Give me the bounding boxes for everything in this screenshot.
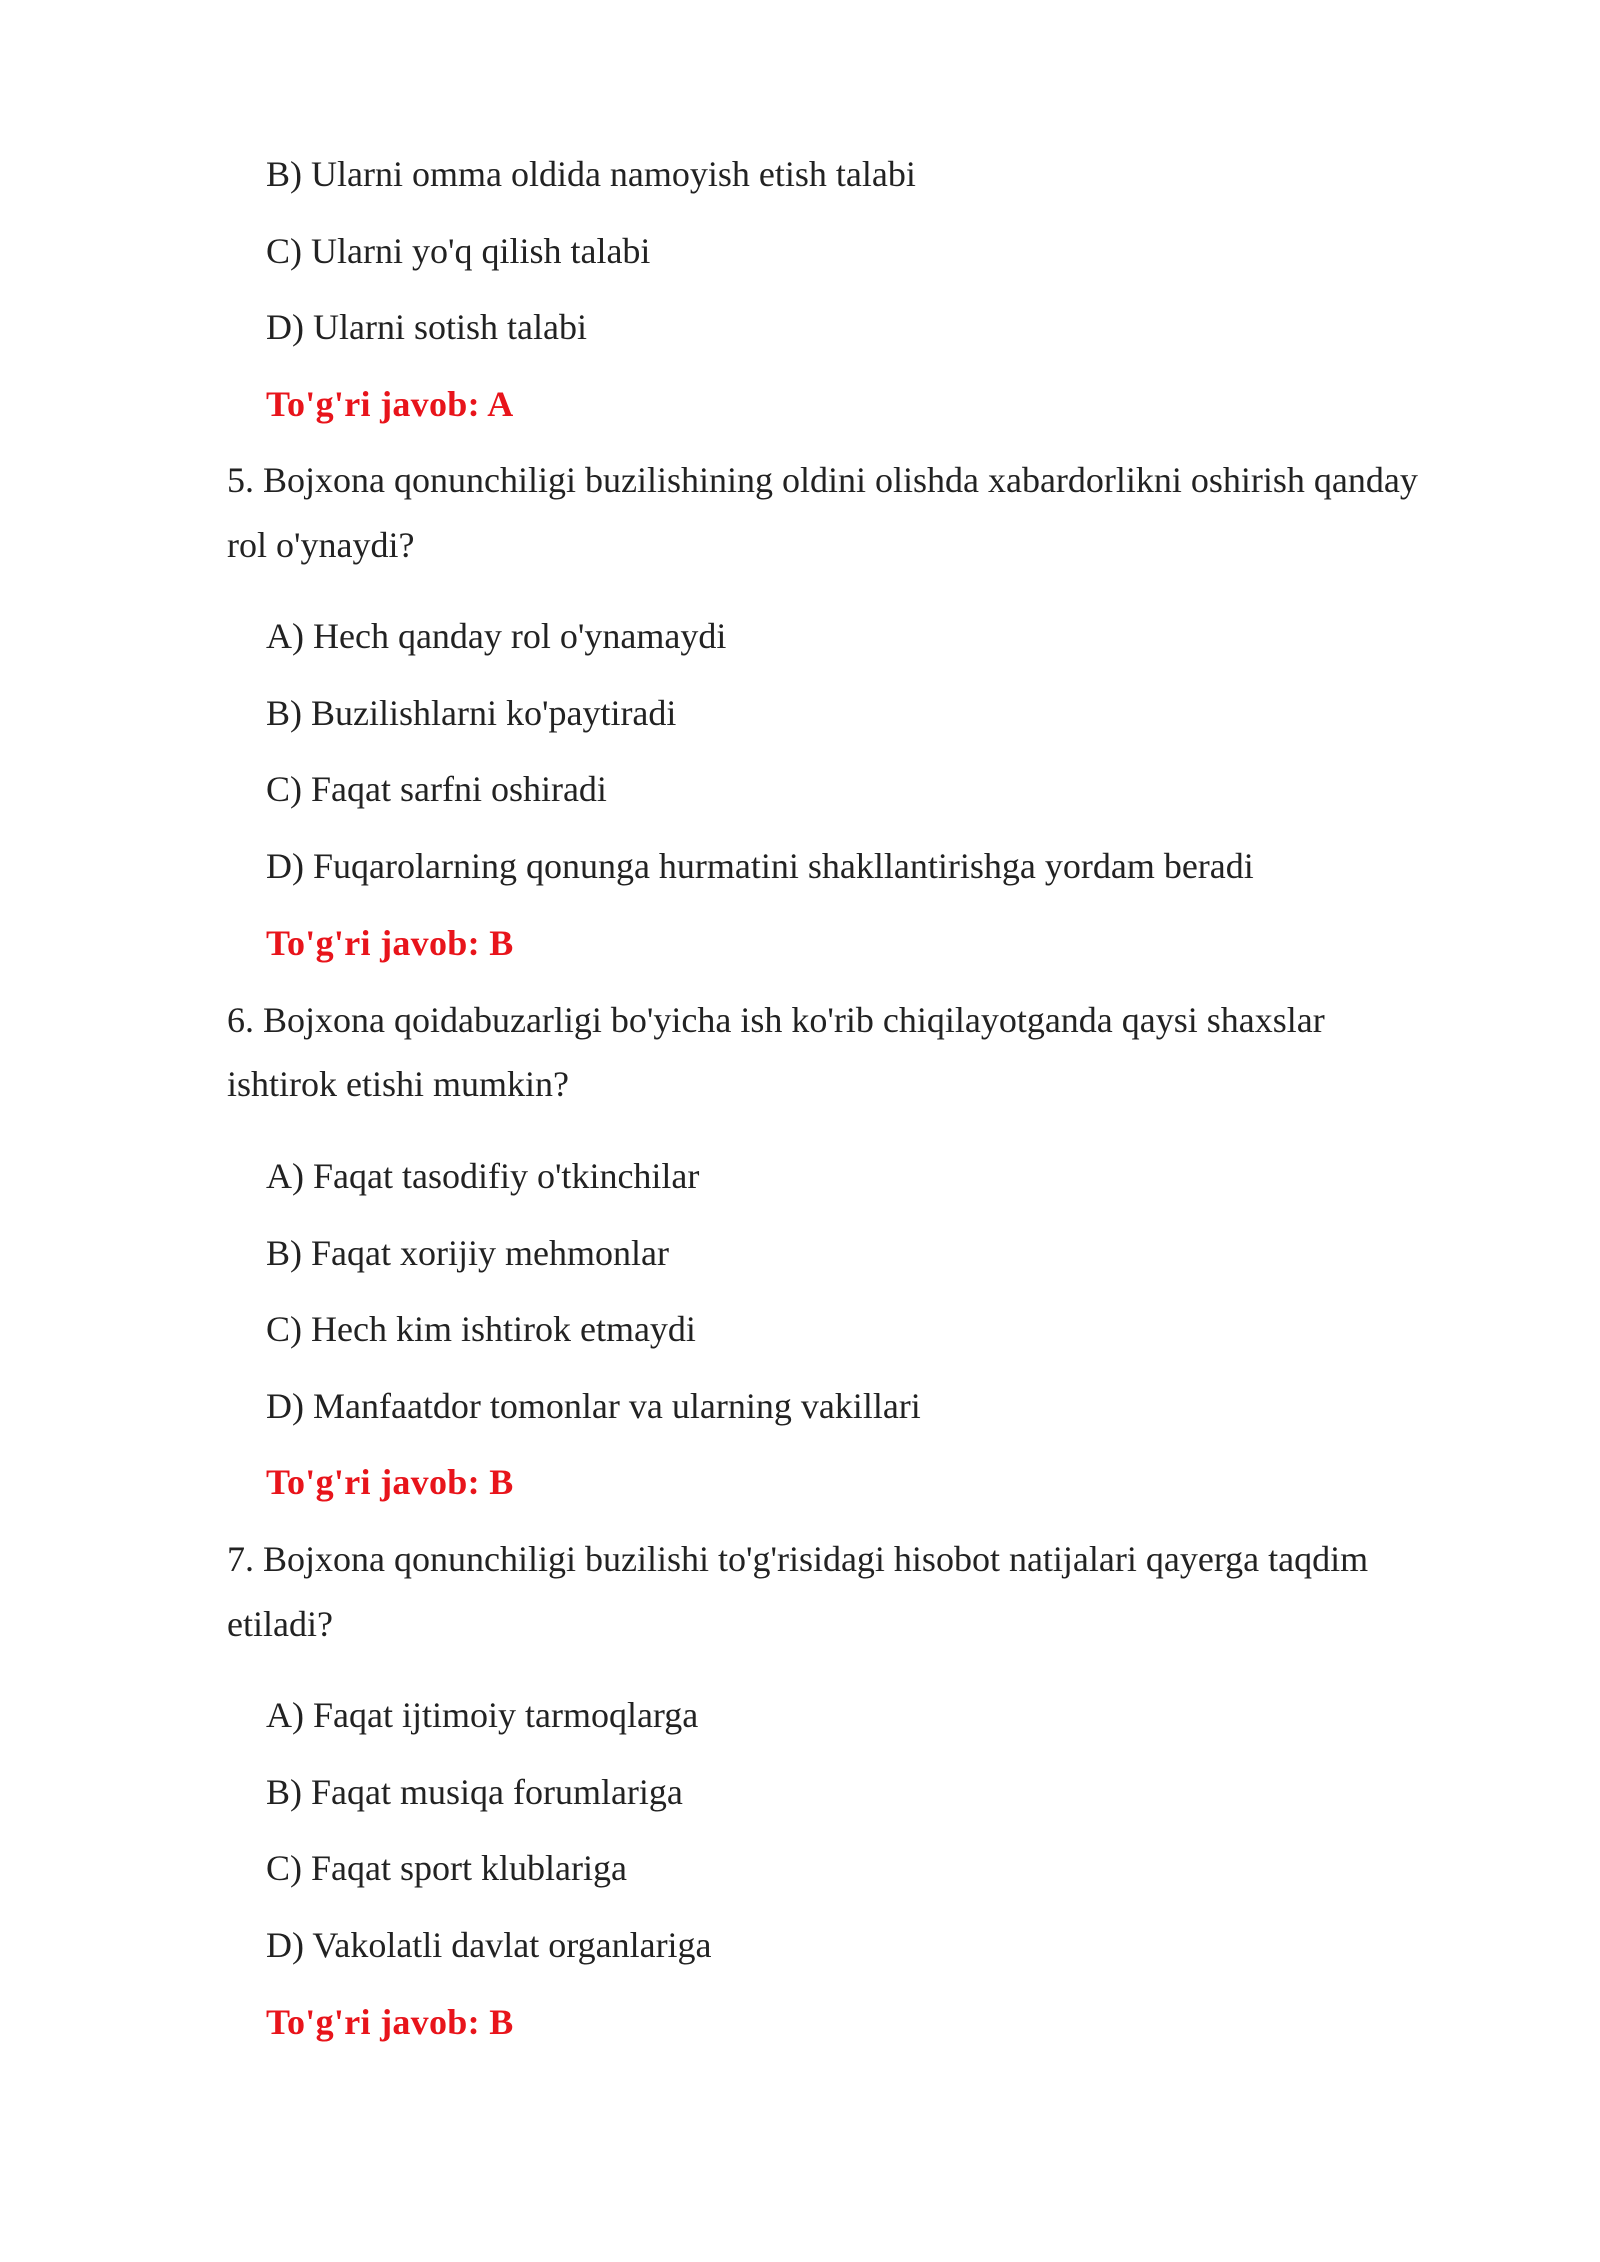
option-d: D) Ularni sotish talabi: [266, 307, 587, 347]
option-c: C) Ularni yo'q qilish talabi: [266, 231, 651, 271]
correct-answer: To'g'ri javob: B: [266, 1462, 514, 1502]
option-b: B) Faqat musiqa forumlariga: [266, 1772, 683, 1812]
option-b: B) Buzilishlarni ko'paytiradi: [266, 693, 677, 733]
option-c: C) Faqat sarfni oshiradi: [266, 769, 607, 809]
question-text-continued: rol o'ynaydi?: [227, 525, 415, 565]
correct-answer: To'g'ri javob: B: [266, 2002, 514, 2042]
option-d: D) Manfaatdor tomonlar va ularning vakillari: [266, 1386, 921, 1426]
option-d: D) Vakolatli davlat organlariga: [266, 1925, 712, 1965]
option-a: A) Faqat tasodifiy o'tkinchilar: [266, 1156, 700, 1196]
correct-answer: To'g'ri javob: A: [266, 384, 514, 424]
option-b: B) Faqat xorijiy mehmonlar: [266, 1233, 669, 1273]
option-b: B) Ularni omma oldida namoyish etish talabi: [266, 154, 916, 194]
option-c: C) Hech kim ishtirok etmaydi: [266, 1309, 696, 1349]
question-text: 6. Bojxona qoidabuzarligi bo'yicha ish ko'rib chiqilayotganda qaysi shaxslar: [227, 1000, 1325, 1040]
option-d: D) Fuqarolarning qonunga hurmatini shakllantirishga yordam beradi: [266, 846, 1254, 886]
correct-answer: To'g'ri javob: B: [266, 923, 514, 963]
question-text: 7. Bojxona qonunchiligi buzilishi to'g'risidagi hisobot natijalari qayerga taqdim: [227, 1539, 1369, 1579]
option-a: A) Faqat ijtimoiy tarmoqlarga: [266, 1695, 699, 1735]
question-text: 5. Bojxona qonunchiligi buzilishining oldini olishda xabardorlikni oshirish qanday: [227, 460, 1418, 500]
question-text-continued: ishtirok etishi mumkin?: [227, 1064, 569, 1104]
question-text-continued: etiladi?: [227, 1604, 333, 1644]
option-a: A) Hech qanday rol o'ynamaydi: [266, 616, 727, 656]
option-c: C) Faqat sport klublariga: [266, 1848, 627, 1888]
